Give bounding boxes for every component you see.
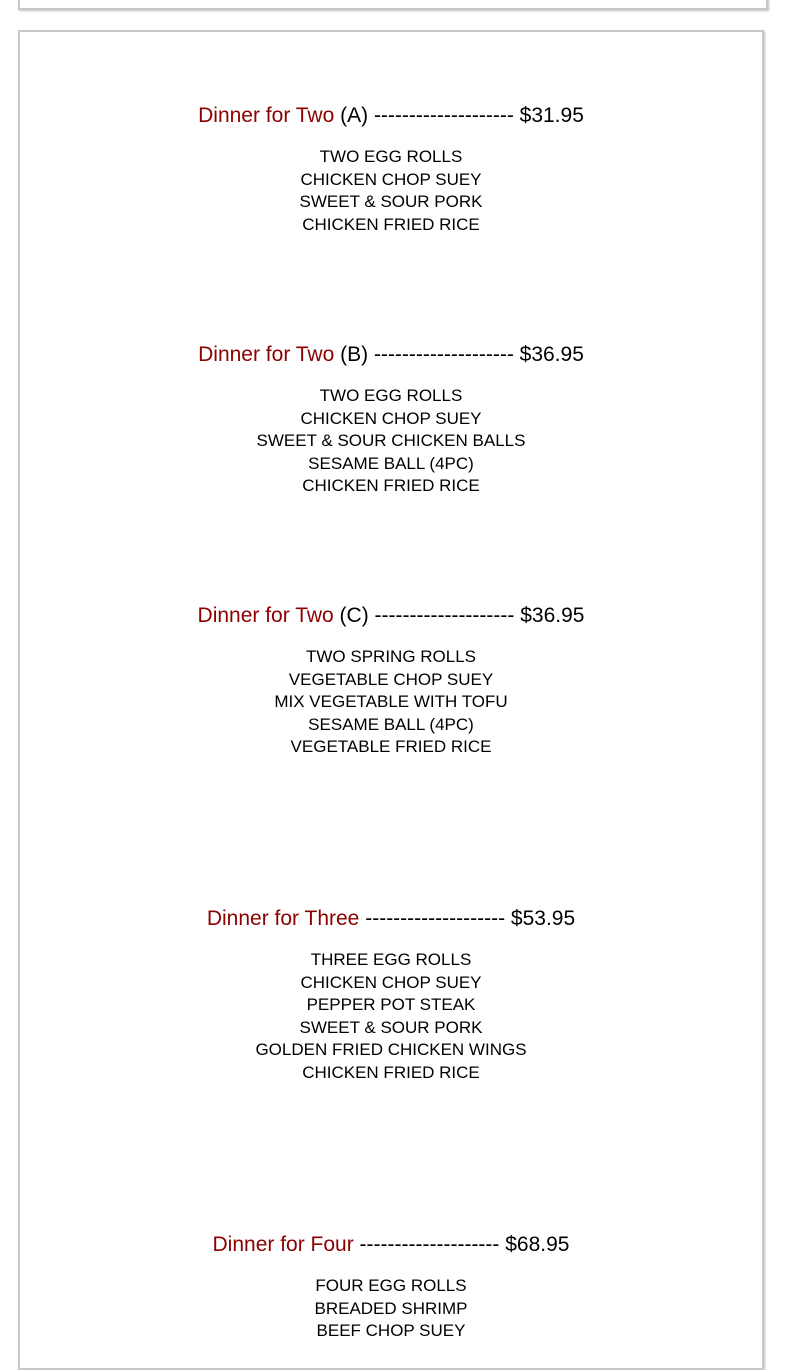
combo-item: CHICKEN FRIED RICE	[302, 214, 480, 234]
combo-item-list	[20, 146, 762, 236]
combo-title	[20, 342, 762, 368]
combo-item: MIX VEGETABLE WITH TOFU	[274, 692, 508, 711]
combo-price-line: (A) -------------------- $31.95	[334, 104, 584, 127]
combo-item: TWO EGG ROLLS	[319, 386, 463, 405]
combo-item: SWEET & SOUR PORK	[299, 1017, 483, 1037]
combo-name: Dinner for Two	[198, 104, 335, 127]
combo-item: PEPPER POT STEAK	[306, 995, 476, 1014]
combo-item: CHICKEN FRIED RICE	[302, 476, 480, 495]
previous-menu-panel	[18, 0, 768, 10]
combo-item-list	[20, 646, 762, 759]
combo-item: CHICKEN CHOP SUEY	[300, 169, 482, 189]
combo-title	[20, 1232, 762, 1258]
combo-item: VEGETABLE FRIED RICE	[290, 737, 492, 756]
combo-title	[20, 603, 762, 629]
combo-item: BEEF CHOP SUEY	[316, 1321, 466, 1340]
combo-item: SESAME BALL (4PC)	[308, 453, 474, 473]
combo-item: CHICKEN CHOP SUEY	[300, 408, 482, 428]
combo-dinner-for-four	[20, 1232, 762, 1343]
combo-name: Dinner for Four	[212, 1233, 354, 1256]
combo-dinner-for-two-c	[20, 603, 762, 759]
combo-item: SWEET & SOUR CHICKEN BALLS	[256, 431, 526, 450]
combo-item: SESAME BALL (4PC)	[308, 714, 474, 734]
combo-item: TWO EGG ROLLS	[319, 147, 463, 166]
combo-item: THREE EGG ROLLS	[310, 950, 472, 969]
combo-item: GOLDEN FRIED CHICKEN WINGS	[255, 1040, 527, 1059]
combo-item-list	[20, 385, 762, 498]
combo-item: CHICKEN FRIED RICE	[302, 1062, 480, 1082]
combo-item: VEGETABLE CHOP SUEY	[288, 669, 494, 689]
combo-price-line: -------------------- $53.95	[359, 907, 576, 930]
combo-item-list	[20, 1275, 762, 1343]
combo-item: SWEET & SOUR PORK	[299, 192, 483, 211]
combo-dinner-for-two-b	[20, 342, 762, 498]
combo-title	[20, 103, 762, 129]
combo-price-line: (C) -------------------- $36.95	[333, 604, 585, 627]
combo-item: TWO SPRING ROLLS	[305, 647, 477, 666]
combo-item: CHICKEN CHOP SUEY	[300, 972, 482, 992]
combo-dinner-for-two-a	[20, 103, 762, 236]
combo-name: Dinner for Two	[198, 343, 335, 366]
family-dinner-menu-panel	[18, 30, 764, 1370]
combo-price-line: (B) -------------------- $36.95	[334, 343, 584, 366]
combo-title	[20, 906, 762, 932]
combo-item: FOUR EGG ROLLS	[315, 1276, 467, 1295]
combo-item-list	[20, 949, 762, 1084]
combo-name: Dinner for Three	[206, 907, 360, 930]
combo-name: Dinner for Two	[197, 604, 334, 627]
combo-item: BREADED SHRIMP	[314, 1298, 468, 1318]
combo-dinner-for-three	[20, 906, 762, 1084]
combo-price-line: -------------------- $68.95	[353, 1233, 570, 1256]
